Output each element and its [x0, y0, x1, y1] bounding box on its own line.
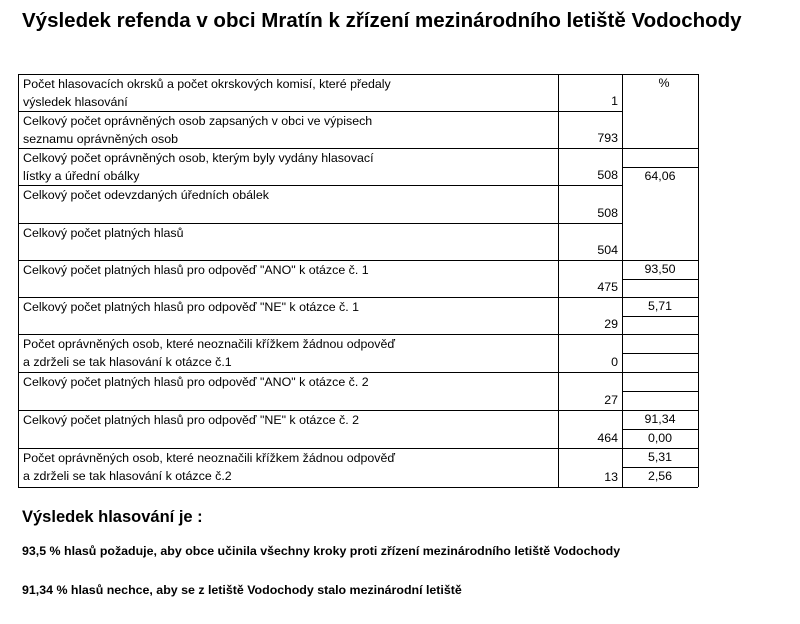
- percent-rule: [622, 316, 698, 317]
- row-label: Celkový počet odevzdaných úředních obálek: [23, 188, 269, 202]
- conclusion-1: 93,5 % hlasů požaduje, aby obce učinila všechny kroky proti zřízení mezinárodního letiště Vodochody: [22, 544, 621, 558]
- row-label: a zdrželi se tak hlasování k otázce č.1: [23, 355, 232, 369]
- row-label: Celkový počet platných hlasů: [23, 226, 184, 240]
- row-percent: 2,56: [647, 469, 673, 483]
- percent-rule: [622, 279, 698, 280]
- row-count: 29: [604, 317, 618, 331]
- row-count: 1: [611, 94, 618, 108]
- percent-rule: [622, 148, 698, 149]
- row-label: Počet oprávněných osob, které neoznačili křížkem žádnou odpověď: [23, 451, 395, 465]
- table-column-rule: [698, 74, 699, 487]
- table-rule: [18, 487, 698, 488]
- row-label: Celkový počet oprávněných osob zapsaných v obci ve výpisech: [23, 114, 373, 128]
- row-label: Celkový počet platných hlasů pro odpověď "NE" k otázce č. 1: [23, 300, 359, 314]
- row-label: seznamu oprávněných osob: [23, 132, 178, 146]
- percent-rule: [622, 353, 698, 354]
- row-count: 13: [604, 470, 618, 484]
- row-label: Celkový počet platných hlasů pro odpověď "ANO" k otázce č. 1: [23, 263, 369, 277]
- row-percent: 93,50: [644, 262, 676, 276]
- row-label: Počet hlasovacích okrsků a počet okrskových komisí, které předaly: [23, 77, 391, 91]
- row-label: lístky a úřední obálky: [23, 169, 140, 183]
- percent-rule: [622, 372, 698, 373]
- row-percent: 5,31: [647, 450, 673, 464]
- row-count: 508: [597, 206, 618, 220]
- row-count: 0: [611, 355, 618, 369]
- row-label: Celkový počet platných hlasů pro odpověď "ANO" k otázce č. 2: [23, 375, 369, 389]
- row-count: 27: [604, 393, 618, 407]
- percent-rule: [622, 391, 698, 392]
- row-label: Počet oprávněných osob, které neoznačili křížkem žádnou odpověď: [23, 337, 395, 351]
- row-count: 793: [597, 131, 618, 145]
- row-percent: 64,06: [644, 169, 676, 183]
- row-percent: 91,34: [644, 412, 676, 426]
- row-label: Celkový počet oprávněných osob, kterým byly vydány hlasovací: [23, 151, 374, 165]
- conclusion-2: 91,34 % hlasů nechce, aby se z letiště Vodochody stalo mezinárodní letiště: [22, 583, 462, 597]
- row-percent: 0,00: [647, 431, 673, 445]
- row-label: výsledek hlasování: [23, 95, 128, 109]
- row-label: Celkový počet platných hlasů pro odpověď "NE" k otázce č. 2: [23, 413, 359, 427]
- percent-rule: [622, 334, 698, 335]
- percent-header: %: [658, 76, 670, 90]
- table-column-rule: [18, 74, 19, 487]
- row-label: a zdrželi se tak hlasování k otázce č.2: [23, 469, 232, 483]
- row-count: 464: [597, 431, 618, 445]
- row-count: 504: [597, 243, 618, 257]
- results-table: [18, 74, 698, 487]
- row-percent: 5,71: [647, 299, 673, 313]
- document-title: Výsledek refenda v obci Mratín k zřízení mezinárodního letiště Vodochody: [22, 9, 742, 32]
- row-count: 475: [597, 280, 618, 294]
- result-heading: Výsledek hlasování je :: [22, 508, 203, 526]
- row-count: 508: [597, 168, 618, 182]
